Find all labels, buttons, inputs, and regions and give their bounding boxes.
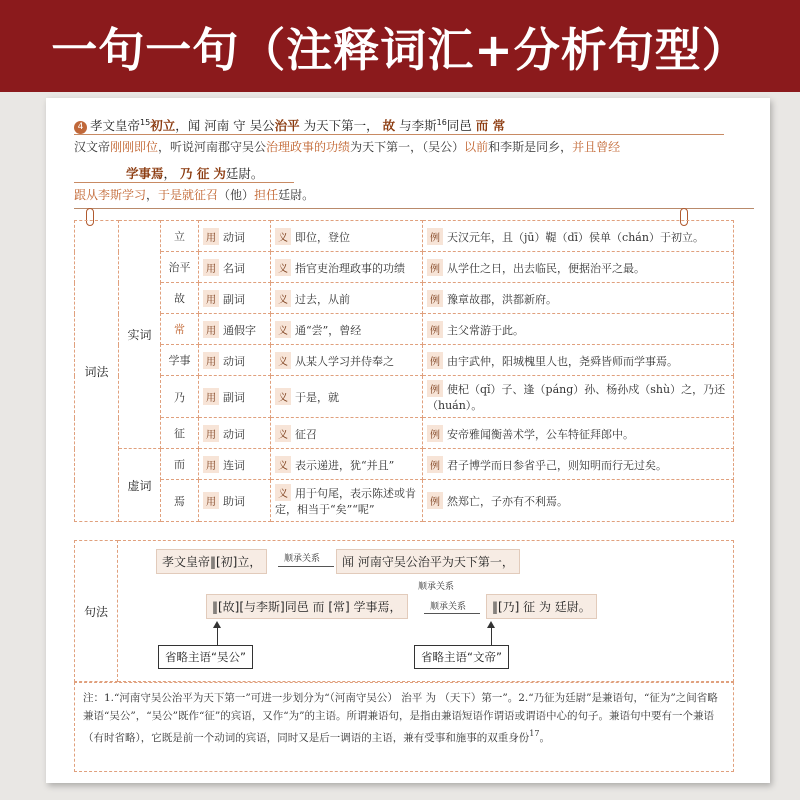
header-banner <box>0 0 800 92</box>
word: 治平 <box>168 261 191 274</box>
word: 乃 <box>174 390 185 404</box>
passage-number: 4 <box>74 121 87 134</box>
definition: 指官吏治理政事的功绩 <box>295 261 405 275</box>
table-row <box>75 283 734 314</box>
footnote-tail: 。 <box>539 732 550 744</box>
usage: 副词 <box>223 292 245 306</box>
syntax-label: 句法 <box>74 540 118 682</box>
passage-segment: 而 常 <box>475 118 506 133</box>
passage-segment: 担任 <box>254 188 279 202</box>
word: 征 <box>174 427 185 440</box>
passage-segment: ， <box>163 166 180 181</box>
footnote-sup: 17 <box>529 729 540 738</box>
passage-segment: 廷尉。 <box>278 188 315 202</box>
example-cell <box>423 418 734 449</box>
passage-segment: 16 <box>436 118 447 127</box>
passage-segment: 乃 征 <box>180 166 210 181</box>
usage-cell <box>199 449 271 480</box>
definition-cell <box>271 418 423 449</box>
example: 君子博学而日参省乎己，则知明而行无过矣。 <box>447 458 667 472</box>
original-line-2 <box>126 164 263 182</box>
example-cell <box>423 449 734 480</box>
word-cell <box>161 221 199 252</box>
underline <box>74 134 724 135</box>
relation-label: 顺承关系 <box>430 602 467 612</box>
example: 从学仕之日，出去临民，便据治平之最。 <box>447 261 645 275</box>
word-cell <box>161 252 199 283</box>
example-tag: 例 <box>427 492 443 509</box>
example: 主父常游于此。 <box>447 323 524 337</box>
example: 然郑亡，子亦有不利焉。 <box>447 495 568 508</box>
use-tag: 用 <box>203 388 219 405</box>
word-cell <box>161 480 199 522</box>
passage-segment: ，闻 河南 守 吴公 <box>175 118 275 133</box>
usage: 动词 <box>223 230 245 244</box>
def-tag: 义 <box>275 484 291 501</box>
example-tag: 例 <box>427 456 443 473</box>
footnote-text: 注：1.“河南守吴公治平为天下第一”可进一步划分为“（河南守吴公） 治平 为 （天下）第一”。2.“乃征为廷尉”是兼语句，“征为”之间省略兼语“吴公”，“吴公”既作“征”的宾语，又作“为”的主语。所谓兼语句，是指由兼语短语作谓语或谓语中心的句子。兼语句中要有一个兼语（有时省略），它既是前一个动词的宾语，同时又是后一调语的主语，兼有受事和施事的双重身份 <box>83 692 718 744</box>
word-cell <box>161 449 199 480</box>
word: 而 <box>174 458 185 471</box>
example-cell <box>423 221 734 252</box>
def-tag: 义 <box>275 228 291 245</box>
translation-line-2 <box>74 186 314 203</box>
relation-line <box>424 613 480 614</box>
example: 安帝雅闻衡善术学，公车特征拜郎中。 <box>447 427 634 441</box>
table-row <box>75 345 734 376</box>
syntax-diagram <box>118 540 734 682</box>
passage-segment: 故 <box>382 118 396 133</box>
def-tag: 义 <box>275 259 291 276</box>
divider <box>74 208 754 209</box>
usage: 连词 <box>223 458 245 472</box>
usage: 助词 <box>223 495 245 508</box>
word: 故 <box>174 292 185 305</box>
subcategory-shici: 实词 <box>119 221 161 449</box>
example-tag: 例 <box>427 290 443 307</box>
passage-segment: 学事焉 <box>126 166 164 181</box>
example: 由宇武仲，阳城槐里人也，尧舜皆师而学事焉。 <box>447 354 678 368</box>
passage-segment: 为天下第一， <box>299 118 383 133</box>
usage: 通假字 <box>223 323 256 337</box>
passage-segment: 治平 <box>274 118 300 133</box>
word-cell <box>161 345 199 376</box>
example: 天汉元年，且（jū）鞮（dī）侯单（chán）于初立。 <box>447 230 704 244</box>
usage-cell <box>199 345 271 376</box>
passage-segment: 跟从李斯学习 <box>74 188 147 202</box>
definition-cell <box>271 480 423 522</box>
example-tag: 例 <box>427 380 443 397</box>
relation-label: 顺承关系 <box>284 554 321 564</box>
relation-line <box>278 566 334 567</box>
translation-line-1 <box>74 138 620 155</box>
clause-box-1a: 孝文皇帝‖[初]立， <box>156 549 267 574</box>
clause-box-1b: 闻 河南守吴公治平为天下第一， <box>336 549 520 574</box>
def-tag: 义 <box>275 290 291 307</box>
definition-cell <box>271 252 423 283</box>
definition: 于是，就 <box>295 391 339 404</box>
example-tag: 例 <box>427 228 443 245</box>
clause-box-2a: ‖[故][与李斯]同邑 而 [常] 学事焉， <box>206 594 408 619</box>
omitted-subject-note-left: 省略主语“吴公” <box>158 645 253 669</box>
table-row <box>75 449 734 480</box>
usage-cell <box>199 314 271 345</box>
usage: 副词 <box>223 391 245 404</box>
usage-cell <box>199 480 271 522</box>
omitted-subject-note-right: 省略主语“文帝” <box>414 645 509 669</box>
subcategory-xuci: 虚词 <box>119 449 161 522</box>
table-row <box>75 221 734 252</box>
def-tag: 义 <box>275 425 291 442</box>
definition: 过去，从前 <box>295 292 350 306</box>
example-tag: 例 <box>427 321 443 338</box>
use-tag: 用 <box>203 321 219 338</box>
passage-segment: 治理政事的功绩 <box>266 140 351 154</box>
definition-cell <box>271 221 423 252</box>
example: 豫章故郡，洪都新府。 <box>447 292 557 306</box>
table-row <box>75 376 734 418</box>
passage-segment: 汉文帝 <box>74 140 111 154</box>
example-tag: 例 <box>427 259 443 276</box>
use-tag: 用 <box>203 259 219 276</box>
word: 焉 <box>174 494 185 508</box>
arrow-line <box>491 627 492 645</box>
use-tag: 用 <box>203 228 219 245</box>
definition: 用于句尾，表示陈述或肯定，相当于“矣”“呢” <box>275 487 416 516</box>
usage-cell <box>199 376 271 418</box>
def-tag: 义 <box>275 388 291 405</box>
example-cell <box>423 480 734 522</box>
use-tag: 用 <box>203 492 219 509</box>
definition-cell <box>271 283 423 314</box>
def-tag: 义 <box>275 321 291 338</box>
relation-label: 顺承关系 <box>418 582 455 592</box>
passage-segment: ， <box>146 188 159 202</box>
passage-segment: 以前 <box>464 140 489 154</box>
usage-cell <box>199 252 271 283</box>
word-cell <box>161 283 199 314</box>
clause-box-2b: ‖[乃] 征 为 廷尉。 <box>486 594 597 619</box>
word-cell <box>161 376 199 418</box>
word-cell <box>161 314 199 345</box>
use-tag: 用 <box>203 352 219 369</box>
table-row <box>75 314 734 345</box>
usage-cell <box>199 221 271 252</box>
table-row <box>75 252 734 283</box>
definition-cell <box>271 314 423 345</box>
usage-cell <box>199 283 271 314</box>
passage-segment: 为天下第一，（吴公） <box>350 140 465 154</box>
category-cell: 词法 <box>75 221 119 522</box>
use-tag: 用 <box>203 290 219 307</box>
passage-segment: 与李斯 <box>395 118 437 133</box>
passage-segment: 同邑 <box>446 118 476 133</box>
document-page <box>46 98 770 783</box>
word: 常 <box>174 323 185 336</box>
passage-segment: （他） <box>218 188 255 202</box>
definition-cell <box>271 376 423 418</box>
usage-cell <box>199 418 271 449</box>
passage-segment: 于是就征召 <box>158 188 219 202</box>
footnote <box>74 682 734 772</box>
table-row <box>75 480 734 522</box>
table-row <box>75 418 734 449</box>
example-cell <box>423 252 734 283</box>
passage-segment: ，听说河南郡守吴公 <box>158 140 267 154</box>
definition: 从某人学习并侍奉之 <box>295 354 394 368</box>
word: 学事 <box>168 354 191 367</box>
example-cell <box>423 345 734 376</box>
definition-cell <box>271 449 423 480</box>
passage-segment: 孝文皇帝 <box>90 118 141 133</box>
def-tag: 义 <box>275 352 291 369</box>
word-cell <box>161 418 199 449</box>
passage-segment: 和李斯是同乡， <box>488 140 573 154</box>
word: 立 <box>174 230 185 243</box>
passage-segment: 并且曾经 <box>572 140 621 154</box>
example-tag: 例 <box>427 352 443 369</box>
lexicon-table <box>74 220 734 522</box>
definition: 征召 <box>295 427 317 441</box>
definition-cell <box>271 345 423 376</box>
example-tag: 例 <box>427 425 443 442</box>
passage-segment: 15 <box>140 118 151 127</box>
original-line-1 <box>74 116 505 134</box>
usage: 名词 <box>223 261 245 275</box>
example-cell <box>423 314 734 345</box>
underline <box>74 182 294 183</box>
definition: 表示递进，犹“并且” <box>295 458 395 472</box>
passage-segment: 初立 <box>150 118 176 133</box>
example-cell <box>423 283 734 314</box>
example-cell <box>423 376 734 418</box>
passage-segment: 刚刚即位 <box>110 140 159 154</box>
def-tag: 义 <box>275 456 291 473</box>
passage-segment: 为 <box>213 166 226 181</box>
arrow-line <box>217 627 218 645</box>
passage-segment: 廷尉。 <box>225 166 264 181</box>
use-tag: 用 <box>203 456 219 473</box>
banner-title: 一句一句（注释词汇+分析句型） <box>51 23 749 77</box>
definition: 即位，登位 <box>295 230 350 244</box>
use-tag: 用 <box>203 425 219 442</box>
usage: 动词 <box>223 354 245 368</box>
usage: 动词 <box>223 427 245 441</box>
definition: 通“尝”，曾经 <box>295 323 362 337</box>
example: 使杞（qǐ）子、逢（páng）孙、杨孙戍（shù）之，乃还（huán）。 <box>427 383 726 412</box>
